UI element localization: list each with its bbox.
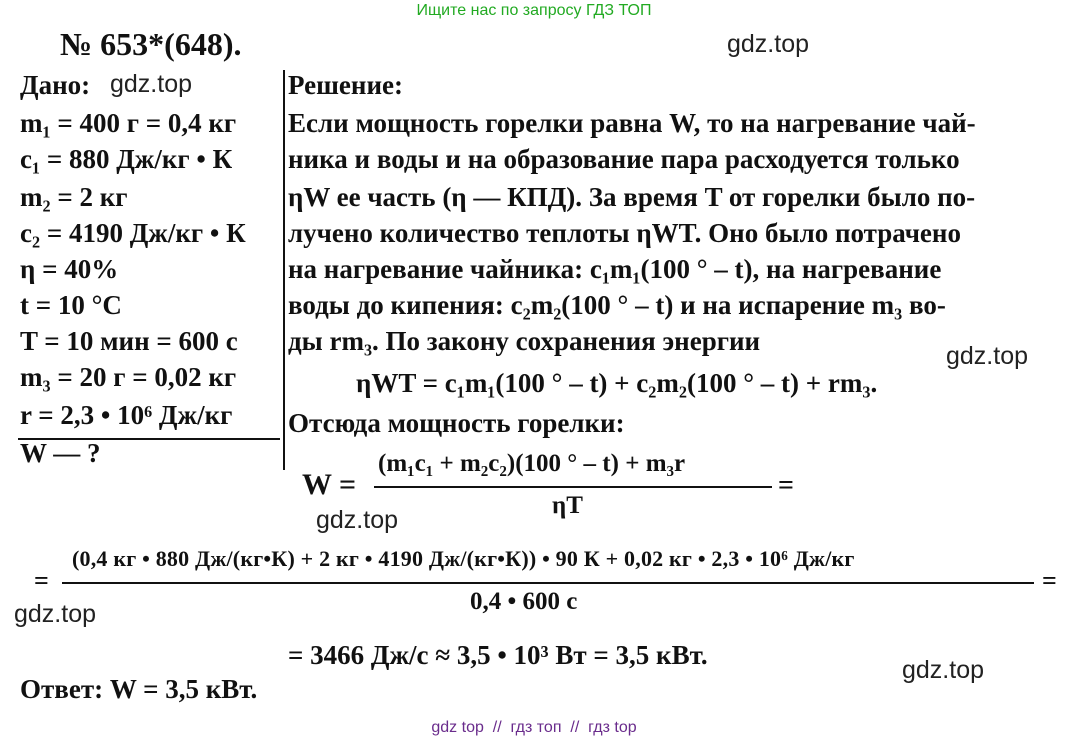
solution-line: Если мощность горелки равна W, то на нагревание чай- [288,108,976,138]
formula-numerator: (m₁c₁ + m₂c₂)(100 ° – t) + m₃r [378,450,686,477]
watermark-3: gdz.top [946,342,1029,370]
solution-line: ника и воды и на образование пара расходуется только [288,144,960,174]
given-line: m₃ = 20 г = 0,02 кг [20,362,237,392]
given-line: c₂ = 4190 Дж/кг • К [20,218,246,248]
calc-fraction-bar [62,582,1034,584]
given-line: r = 2,3 • 10⁶ Дж/кг [20,400,233,430]
given-line: m₁ = 400 г = 0,4 кг [20,108,237,138]
power-intro: Отсюда мощность горелки: [288,408,625,438]
calc-trail: = [1042,566,1057,595]
unknown-line: W — ? [20,438,101,468]
watermark-5: gdz.top [14,600,97,628]
calc-lead: = [34,566,49,595]
given-line: m₂ = 2 кг [20,182,128,212]
header-banner[interactable]: Ищите нас по запросу ГДЗ ТОП [416,2,652,19]
answer-line: Ответ: W = 3,5 кВт. [20,674,258,704]
energy-equation: ηWT = c₁m₁(100 ° – t) + c₂m₂(100 ° – t) + rm₃. [356,368,878,398]
watermark-1: gdz.top [727,30,810,58]
calc-denominator: 0,4 • 600 с [470,588,578,615]
solution-heading: Решение: [288,70,403,100]
given-line: c₁ = 880 Дж/кг • К [20,144,233,174]
solution-line: воды до кипения: c₂m₂(100 ° – t) и на испарение m₃ во- [288,290,946,320]
footer-links[interactable]: gdz top // гдз топ // гдз top [431,719,637,736]
solution-line: ηW ее часть (η — КПД). За время T от горелки было по- [288,182,976,212]
formula-rhs: = [778,470,794,501]
solution-line: на нагревание чайника: c₁m₁(100 ° – t), на нагревание [288,254,942,284]
watermark-4: gdz.top [316,506,399,534]
watermark-2: gdz.top [110,70,193,98]
given-label: Дано: [20,70,91,100]
problem-number: № 653*(648). [60,26,242,62]
formula-fraction-bar [374,486,772,488]
given-line: η = 40% [20,254,119,284]
formula-lhs: W = [302,468,357,501]
formula-denominator: ηT [552,492,583,519]
given-line: T = 10 мин = 600 с [20,326,238,356]
solution-line: лучено количество теплоты ηWT. Оно было потрачено [288,218,961,248]
given-line: t = 10 °C [20,290,122,320]
calc-numerator: (0,4 кг • 880 Дж/(кг•К) + 2 кг • 4190 Дж/(кг•К)) • 90 К + 0,02 кг • 2,3 • 10⁶ Дж/кг [72,546,855,571]
result-line: = 3466 Дж/с ≈ 3,5 • 10³ Вт = 3,5 кВт. [288,640,708,670]
given-divider [283,70,285,470]
solution-line: ды rm₃. По закону сохранения энергии [288,326,761,356]
watermark-6: gdz.top [902,656,985,684]
